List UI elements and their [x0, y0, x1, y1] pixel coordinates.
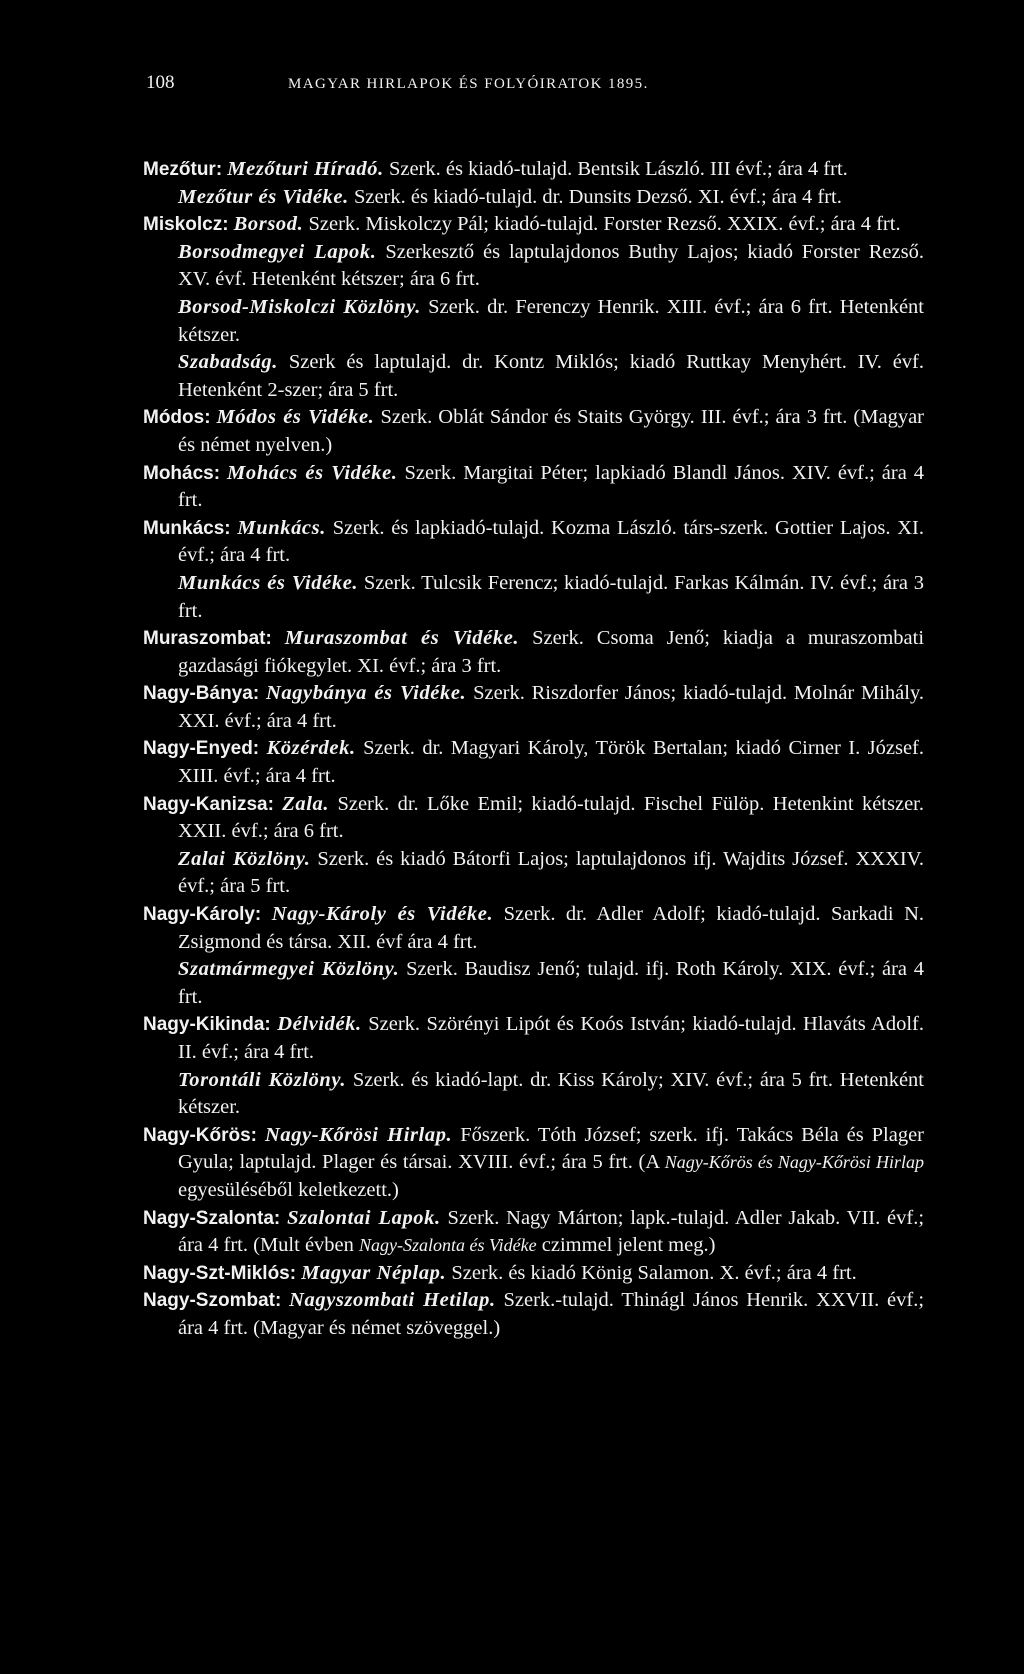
newspaper-title: Borsodmegyei Lapok.	[178, 240, 377, 263]
place-name: Módos:	[143, 407, 211, 429]
place-name: Nagy-Kanizsa:	[143, 793, 274, 815]
newspaper-title: Mezőtur és Vidéke.	[178, 185, 349, 208]
newspaper-title: Közérdek.	[266, 737, 356, 760]
place-name: Nagy-Szalonta:	[143, 1207, 281, 1229]
entry-text: Szerkesztő és laptulajdonos Buthy Lajos; kiadó Forster Rezső. XV. évf. Hetenként kétszer; ára 6 frt.	[178, 240, 924, 291]
entry-text: Szerk és laptulajd. dr. Kontz Miklós; kiadó Ruttkay Menyhért. IV. évf. Hetenként 2-szer; ára 5 frt.	[178, 351, 925, 401]
entry-mohacs	[143, 460, 924, 515]
place-name: Miskolcz:	[143, 214, 229, 236]
entry-text: Szerk. Szörényi Lipót és Koós István; kiadó-tulajd. Hlaváts Adolf. II. évf.; ára 4 frt.	[178, 1013, 924, 1063]
entry-nagy-enyed	[143, 735, 924, 790]
place-name: Nagy-Kikinda:	[143, 1014, 271, 1036]
place-name: Nagy-Enyed:	[143, 738, 260, 760]
page-header	[146, 72, 796, 94]
entry-text: Szerk. Margitai Péter; lapkiadó Blandl János. XIV. évf.; ára 4 frt.	[178, 461, 925, 512]
newspaper-title: Borsod.	[233, 213, 304, 236]
entry-nagy-szalonta	[143, 1205, 924, 1260]
place-name: Nagy-Károly:	[143, 904, 262, 926]
place-name: Mohács:	[143, 462, 221, 484]
newspaper-title: Magyar Néplap.	[301, 1261, 447, 1284]
entry-torontali-kozlony	[143, 1067, 924, 1122]
place-name: Nagy-Szombat:	[143, 1290, 282, 1312]
entry-munkacs-es-videke	[143, 570, 924, 625]
newspaper-title: Borsod-Miskolczi Közlöny.	[178, 295, 421, 318]
newspaper-title: Muraszombat és Vidéke.	[284, 627, 520, 650]
entry-nagy-koros	[143, 1122, 924, 1205]
running-title: MAGYAR HIRLAPOK ÉS FOLYÓIRATOK 1895.	[288, 76, 649, 92]
entry-mezotur-es-videke	[143, 184, 924, 212]
place-name: Nagy-Szt-Miklós:	[143, 1262, 297, 1284]
newspaper-title: Munkács és Vidéke.	[178, 571, 359, 594]
entry-text: Szerk. Csoma Jenő; kiadja a muraszombati gazdasági fiókegylet. XI. évf.; ára 3 frt.	[178, 627, 925, 677]
entry-text: Szerk. Riszdorfer János; kiadó-tulajd. Molnár Mihály. XXI. évf.; ára 4 frt.	[178, 682, 925, 732]
entry-text: Szerk. és kiadó-tulajd. Bentsik László. III évf.; ára 4 frt.	[388, 158, 848, 180]
entry-borsodmegyei-lapok	[143, 239, 924, 294]
entry-text: Szerk. és kiadó König Salamon. X. évf.; ára 4 frt.	[451, 1261, 857, 1284]
entry-miskolcz	[143, 211, 924, 239]
entry-szatmarmegyei-kozlony	[143, 956, 924, 1011]
place-name: Nagy-Bánya:	[143, 683, 260, 705]
entry-nagy-kikinda	[143, 1011, 924, 1066]
entry-nagy-karoly	[143, 901, 924, 956]
entry-text: Szerk. Baudisz Jenő; tulajd. ifj. Roth Károly. XIX. évf.; ára 4 frt.	[178, 958, 924, 1008]
entry-borsod-miskolczi-kozlony	[143, 294, 924, 349]
newspaper-title: Szatmármegyei Közlöny.	[178, 958, 400, 981]
newspaper-title: Zala.	[282, 792, 330, 815]
directory-entries	[143, 156, 924, 1343]
entry-text: Szerk. és kiadó-lapt. dr. Kiss Károly; XIV. évf.; ára 5 frt. Hetenként kétszer.	[178, 1068, 925, 1119]
entry-text-end: egyesüléséből keletkezett.)	[178, 1178, 399, 1201]
entry-szabadsag	[143, 349, 924, 404]
entry-text: Szerk. dr. Lőke Emil; kiadó-tulajd. Fischel Fülöp. Hetenkint kétszer. XXII. évf.; ára 6 frt.	[178, 792, 924, 843]
newspaper-title: Mezőturi Híradó.	[227, 158, 384, 180]
entry-text: Szerk. dr. Ferenczy Henrik. XIII. évf.; ára 6 frt. Hetenként kétszer.	[178, 295, 924, 346]
referenced-title: Nagy-Kőrös és Nagy-Kőrösi Hirlap	[664, 1152, 924, 1173]
newspaper-title: Módos és Vidéke.	[216, 406, 375, 429]
newspaper-title: Nagy-Károly és Vidéke.	[271, 903, 494, 926]
newspaper-title: Nagy-Kőrösi Hirlap.	[264, 1123, 453, 1146]
entry-munkacs	[143, 515, 924, 570]
entry-nagy-kanizsa	[143, 791, 924, 846]
newspaper-title: Szabadság.	[178, 351, 278, 374]
newspaper-title: Mohács és Vidéke.	[227, 461, 398, 484]
referenced-title: Nagy-Szalonta és Vidéke	[359, 1235, 537, 1256]
newspaper-title: Nagyszombati Hetilap.	[289, 1289, 496, 1312]
entry-nagy-szt-miklos	[143, 1260, 924, 1288]
entry-text: Szerk. és lapkiadó-tulajd. Kozma László. társ-szerk. Gottier Lajos. XI. évf.; ára 4 frt.	[178, 516, 925, 567]
entry-text: Szerk. dr. Magyari Károly, Török Bertalan; kiadó Cirner I. József. XIII. évf.; ára 4 frt.	[178, 737, 924, 788]
newspaper-title: Délvidék.	[277, 1013, 362, 1036]
entry-text-end: czimmel jelent meg.)	[541, 1234, 716, 1257]
entry-text: Szerk. Nagy Márton; lapk.-tulajd. Adler Jakab. VII. évf.; ára 4 frt. (Mult évben	[178, 1206, 925, 1257]
entry-modos	[143, 404, 924, 459]
entry-text: Szerk. és kiadó-tulajd. dr. Dunsits Dezső. XI. évf.; ára 4 frt.	[353, 185, 842, 208]
newspaper-title: Munkács.	[237, 516, 326, 539]
entry-nagy-banya	[143, 680, 924, 735]
entry-muraszombat	[143, 625, 924, 680]
entry-text: Szerk. Tulcsik Ferencz; kiadó-tulajd. Farkas Kálmán. IV. évf.; ára 3 frt.	[178, 571, 925, 622]
entry-text: Főszerk. Tóth József; szerk. ifj. Takács Béla és Plager Gyula; laptulajd. Plager és társai. XVIII. évf.; ára 5 frt. (A	[178, 1123, 925, 1174]
newspaper-title: Zalai Közlöny.	[178, 847, 311, 870]
entry-text: Szerk. Miskolczy Pál; kiadó-tulajd. Forster Rezső. XXIX. évf.; ára 4 frt.	[308, 213, 901, 236]
place-name: Munkács:	[143, 517, 231, 539]
entry-text: Szerk.-tulajd. Thinágl János Henrik. XXVII. évf.; ára 4 frt. (Magyar és német szöveggel.)	[178, 1289, 925, 1339]
place-name: Muraszombat:	[143, 628, 272, 650]
entry-mezotur	[143, 156, 924, 184]
newspaper-title: Torontáli Közlöny.	[178, 1068, 347, 1091]
entry-text: Szerk. Oblát Sándor és Staits György. III. évf.; ára 3 frt. (Magyar és német nyelven.)	[178, 406, 924, 456]
entry-zalai-kozlony	[143, 846, 924, 901]
newspaper-title: Nagybánya és Vidéke.	[265, 682, 467, 705]
entry-nagy-szombat	[143, 1287, 924, 1342]
newspaper-title: Szalontai Lapok.	[287, 1206, 441, 1229]
entry-text: Szerk. dr. Adler Adolf; kiadó-tulajd. Sarkadi N. Zsigmond és társa. XII. évf ára 4 frt.	[178, 903, 924, 953]
place-name: Mezőtur:	[143, 159, 223, 180]
entry-text: Szerk. és kiadó Bátorfi Lajos; laptulajdonos ifj. Wajdits József. XXXIV. évf.; ára 5 frt.	[178, 847, 924, 898]
place-name: Nagy-Kőrös:	[143, 1124, 258, 1146]
page-number: 108	[146, 72, 175, 93]
